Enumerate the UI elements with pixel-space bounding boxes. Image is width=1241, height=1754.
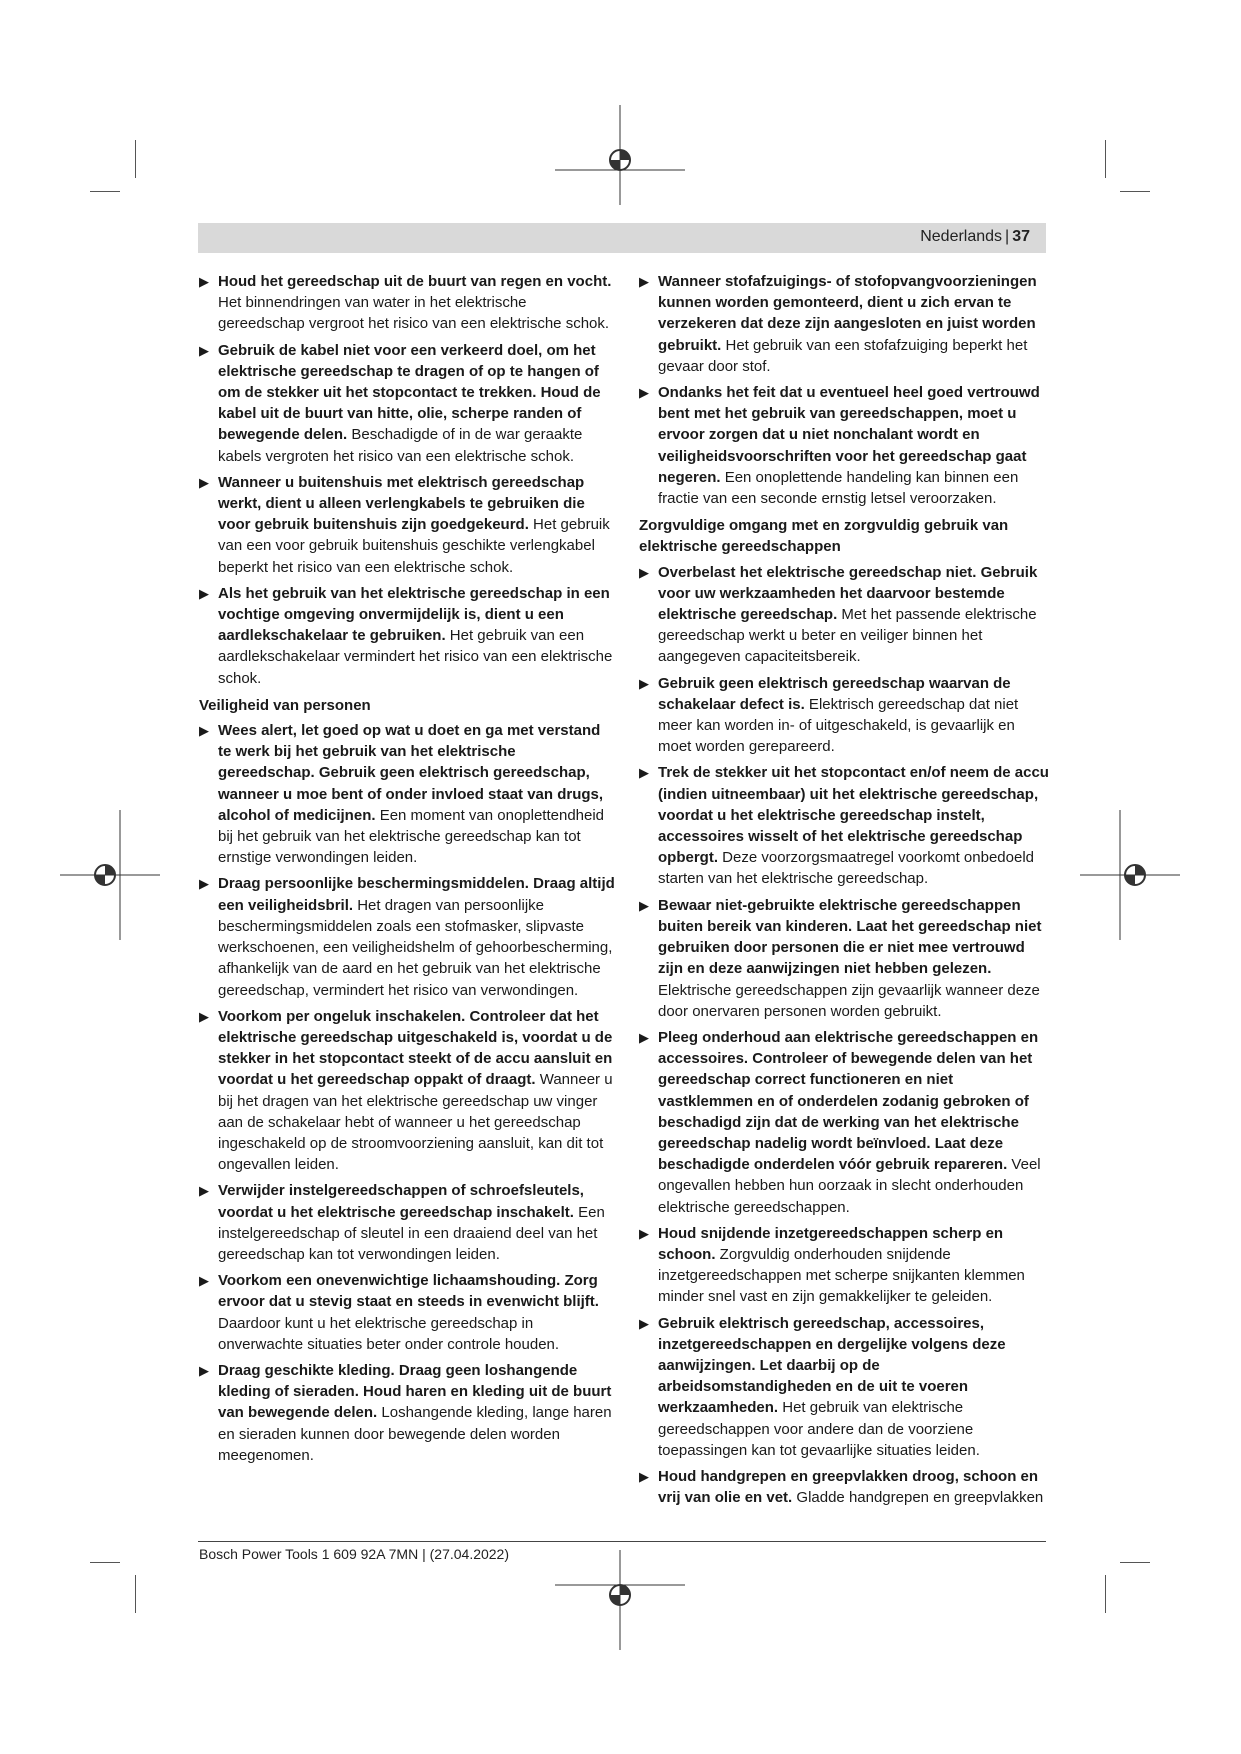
safety-item-normal: Een moment van onoplettendheid bij het gebruik van het elektrische gereedschap kan tot ernstige verwondingen leiden. [218, 806, 605, 867]
safety-item [199, 1270, 615, 1355]
registration-mark-left [60, 810, 160, 940]
bullet-arrow-icon: ▶ [639, 385, 649, 401]
page-header [198, 223, 1046, 253]
bullet-arrow-icon: ▶ [199, 876, 209, 892]
safety-item-text [658, 271, 1051, 377]
registration-mark-bottom [555, 1550, 685, 1650]
safety-item-bold: Draag persoonlijke beschermingsmiddelen. Draag altijd een veiligheidsbril. [218, 875, 615, 914]
crop-mark [1120, 191, 1150, 192]
safety-item-normal: Daardoor kunt u het elektrische gereedschap in onverwachte situaties beter onder controle houden. [218, 1314, 560, 1353]
safety-item-text [658, 382, 1051, 509]
bullet-arrow-icon: ▶ [199, 1183, 209, 1199]
safety-item-text [218, 340, 615, 467]
safety-item-bold: Gebruik elektrisch gereedschap, accessoires, inzetgereedschappen en dergelijke volgens deze aanwijzingen. Let daarbij op de arbeidsomstandigheden en de uit te voeren werkzaamheden. [658, 1314, 1006, 1417]
bullet-arrow-icon: ▶ [639, 1225, 649, 1241]
bullet-arrow-icon: ▶ [199, 723, 209, 739]
safety-item-bold: Bewaar niet-gebruikte elektrische gereedschappen buiten bereik van kinderen. Laat het gereedschap niet gebruiken door personen die er niet mee vertrouwd zijn en deze aanwijzingen niet hebben gelezen. [658, 896, 1042, 978]
safety-item-bold: Gebruik de kabel niet voor een verkeerd doel, om het elektrische gereedschap te dragen of op te hangen of om de stekker uit het stopcontact te trekken. Houd de kabel uit de buurt van hitte, olie, scherpe randen of bewegende delen. [218, 341, 601, 444]
bullet-arrow-icon: ▶ [639, 765, 649, 781]
safety-item-normal: Een instelgereedschap of sleutel in een draaiend deel van het gereedschap kan tot verwondingen leiden. [218, 1203, 605, 1263]
safety-item [199, 1180, 615, 1265]
safety-item-normal: Elektrisch gereedschap dat niet meer kan worden in- of uitgeschakeld, is gevaarlijk en moet worden gerepareerd. [658, 695, 1019, 756]
bullet-arrow-icon: ▶ [639, 564, 649, 580]
right-column [639, 271, 1051, 1513]
safety-item-normal: Deze voorzorgsmaatregel voorkomt onbedoeld starten van het elektrische gereedschap. [658, 849, 1035, 888]
safety-item-text [218, 472, 615, 578]
page-number: 37 [1012, 228, 1030, 245]
safety-item-text [218, 1180, 615, 1265]
safety-item [639, 1027, 1051, 1218]
crop-mark [90, 1562, 120, 1563]
bullet-arrow-icon: ▶ [199, 474, 209, 490]
safety-item [639, 271, 1051, 377]
safety-item-text [218, 1360, 615, 1466]
safety-item-normal: Met het passende elektrische gereedschap werkt u beter en veiliger binnen het aangegeven capaciteitsbereik. [658, 606, 1037, 666]
safety-item [639, 1313, 1051, 1461]
safety-item [639, 895, 1051, 1022]
safety-item-normal: Veel ongevallen hebben hun oorzaak in slecht onderhouden elektrische gereedschappen. [658, 1156, 1041, 1216]
section-heading: Zorgvuldige omgang met en zorgvuldig gebruik van elektrische gereedschappen [639, 517, 1009, 556]
safety-item [199, 472, 615, 578]
safety-item [199, 271, 615, 335]
footer-text: Bosch Power Tools 1 609 92A 7MN | (27.04.2022) [199, 1546, 510, 1562]
crop-mark [90, 191, 120, 192]
safety-item-normal: Het gebruik van een stofafzuiging beperkt het gevaar door stof. [658, 336, 1028, 375]
safety-item-text [218, 720, 615, 868]
safety-item [639, 382, 1051, 509]
safety-item-text [658, 1313, 1051, 1461]
safety-item-normal: Gladde handgrepen en greepvlakken [792, 1489, 1044, 1507]
safety-item-bold: Ondanks het feit dat u eventueel heel goed vertrouwd bent met het gebruik van gereedschappen, moet u ervoor zorgen dat u niet nonchalant wordt en veiligheidsvoorschriften voor het gereedschap gaat negeren. [658, 384, 1040, 486]
safety-item [639, 762, 1051, 889]
safety-item-text [658, 1223, 1051, 1308]
bullet-arrow-icon: ▶ [199, 585, 209, 601]
safety-item-normal: Het binnendringen van water in het elektrische gereedschap vergroot het risico van een elektrische schok. [218, 294, 610, 333]
section-heading: Veiligheid van personen [199, 696, 371, 714]
safety-item-bold: Draag geschikte kleding. Draag geen loshangende kleding of sieraden. Houd haren en kleding uit de buurt van bewegende delen. [218, 1361, 612, 1422]
header-text [920, 228, 1030, 246]
safety-item-bold: Voorkom een onevenwichtige lichaamshouding. Zorg ervoor dat u stevig staat en steeds in evenwicht blijft. [218, 1272, 599, 1311]
safety-item-text [218, 271, 615, 335]
safety-item-normal: Het gebruik van een aardlekschakelaar vermindert het risico van een elektrische schok. [218, 627, 613, 687]
safety-item [639, 562, 1051, 668]
safety-item-text [658, 562, 1051, 668]
safety-item-text [658, 673, 1051, 758]
bullet-arrow-icon: ▶ [639, 897, 649, 913]
crop-mark [1105, 1575, 1106, 1613]
crop-mark [1120, 1562, 1150, 1563]
safety-item-text [218, 873, 615, 1000]
left-column [199, 271, 615, 1471]
safety-item [199, 583, 615, 689]
safety-item-text [218, 1270, 615, 1355]
safety-item-bold: Houd snijdende inzetgereedschappen scherp en schoon. [658, 1224, 1004, 1263]
bullet-arrow-icon: ▶ [639, 675, 649, 691]
safety-item-normal: Wanneer u bij het dragen van het elektrische gereedschap uw vinger aan de schakelaar hebt of wanneer u het gereedschap ingeschakeld op de stroomvoorziening aansluit, kan dit tot ongevallen leiden. [218, 1071, 613, 1174]
header-language: Nederlands [920, 228, 1003, 245]
safety-item-text [658, 1466, 1051, 1508]
bullet-arrow-icon: ▶ [639, 1029, 649, 1045]
safety-item [199, 1006, 615, 1176]
bullet-arrow-icon: ▶ [199, 1362, 209, 1378]
safety-item-bold: Verwijder instelgereedschappen of schroefsleutels, voordat u het elektrische gereedschap inschakelt. [218, 1182, 584, 1221]
bullet-arrow-icon: ▶ [639, 1315, 649, 1331]
crop-mark [135, 140, 136, 178]
bullet-arrow-icon: ▶ [199, 1273, 209, 1289]
safety-item-bold: Wanneer u buitenshuis met elektrisch gereedschap werkt, dient u alleen verlengkabels te gebruiken die voor gebruik buitenshuis zijn goedgekeurd. [218, 473, 585, 534]
safety-item-normal: Het dragen van persoonlijke beschermingsmiddelen zoals een stofmasker, slipvaste werkschoenen, een veiligheidshelm of gehoorbescherming, afhankelijk van de aard en het gebruik van het elektrische gereedschap, vermindert het risico van verwondingen. [218, 896, 613, 999]
bullet-arrow-icon: ▶ [199, 342, 209, 358]
safety-item [639, 1466, 1051, 1508]
safety-item-normal: Het gebruik van elektrische gereedschappen voor andere dan de voorziene toepassingen kan tot gevaarlijke situaties leiden. [658, 1399, 980, 1459]
bullet-arrow-icon: ▶ [199, 274, 209, 289]
safety-item-bold: Houd handgrepen en greepvlakken droog, schoon en vrij van olie en vet. [658, 1467, 1039, 1507]
safety-item [199, 873, 615, 1000]
crop-mark [135, 1575, 136, 1613]
safety-item [199, 720, 615, 868]
safety-item-bold: Trek de stekker uit het stopcontact en/of neem de accu (indien uitneembaar) uit het elektrische gereedschap, voordat u het elektrische gereedschap instelt, accessoires wisselt of het elektrische gereedschap opbergt. [658, 764, 1049, 867]
safety-item-text [658, 762, 1051, 889]
safety-item [639, 1223, 1051, 1308]
safety-item-text [658, 1027, 1051, 1218]
registration-mark-top [555, 105, 685, 205]
safety-item-text [658, 895, 1051, 1022]
safety-item-normal: Het gebruik van een voor gebruik buitenshuis geschikte verlengkabel beperkt het risico van een elektrische schok. [218, 516, 610, 576]
safety-item-normal: Een onoplettende handeling kan binnen een fractie van een seconde ernstig letsel veroorzaken. [658, 468, 1019, 508]
crop-mark [1105, 140, 1106, 178]
bullet-arrow-icon: ▶ [639, 274, 649, 289]
registration-mark-right [1080, 810, 1180, 940]
safety-item-bold: Houd het gereedschap uit de buurt van regen en vocht. [218, 273, 612, 290]
safety-item [199, 340, 615, 467]
bullet-arrow-icon: ▶ [639, 1468, 649, 1484]
safety-item [199, 1360, 615, 1466]
footer-rule [198, 1541, 1046, 1542]
safety-item-text [218, 1006, 615, 1176]
safety-item-bold: Wanneer stofafzuigings- of stofopvangvoorzieningen kunnen worden gemonteerd, dient u zich ervan te verzekeren dat deze zijn aangesloten en juist worden gebruikt. [658, 273, 1037, 354]
safety-item-bold: Overbelast het elektrische gereedschap niet. Gebruik voor uw werkzaamheden het daarvoor bestemde elektrische gereedschap. [658, 563, 1038, 624]
safety-item-normal: Elektrische gereedschappen zijn gevaarlijk wanneer deze door onervaren personen worden gebruikt. [658, 981, 1040, 1020]
safety-item-normal: Beschadigde of in de war geraakte kabels vergroten het risico van een elektrische schok. [218, 426, 583, 465]
bullet-arrow-icon: ▶ [199, 1008, 209, 1024]
safety-item-text [218, 583, 615, 689]
header-separator: | [1005, 228, 1010, 245]
safety-item-bold: Gebruik geen elektrisch gereedschap waarvan de schakelaar defect is. [658, 674, 1011, 713]
safety-item-bold: Wees alert, let goed op wat u doet en ga met verstand te werk bij het gebruik van het elektrische gereedschap. Gebruik geen elektrisch gereedschap, wanneer u moe bent of onder invloed staat van drugs, alcohol of medicijnen. [218, 722, 604, 824]
safety-item-normal: Loshangende kleding, lange haren en sieraden kunnen door bewegende delen worden meegenomen. [218, 1404, 612, 1464]
safety-item-normal: Zorgvuldig onderhouden snijdende inzetgereedschappen met scherpe snijkanten klemmen minder snel vast en zijn gemakkelijker te geleiden. [658, 1245, 1025, 1306]
safety-item-bold: Als het gebruik van het elektrische gereedschap in een vochtige omgeving onvermijdelijk is, dient u een aardlekschakelaar te gebruiken. [218, 584, 610, 645]
safety-item-bold: Voorkom per ongeluk inschakelen. Controleer dat het elektrische gereedschap uitgeschakeld is, voordat u de stekker in het stopcontact steekt of de accu aansluit en voordat u het gereedschap oppakt of draagt. [218, 1007, 613, 1089]
safety-item [639, 673, 1051, 758]
safety-item-bold: Pleeg onderhoud aan elektrische gereedschappen en accessoires. Controleer of bewegende delen van het gereedschap correct functioneren en niet vastklemmen en of onderdelen zodanig gebroken of beschadigd zijn dat de werking van het elektrische gereedschap nadelig wordt beïnvloed. Laat deze beschadigde onderdelen vóór gebruik repareren. [658, 1028, 1039, 1174]
